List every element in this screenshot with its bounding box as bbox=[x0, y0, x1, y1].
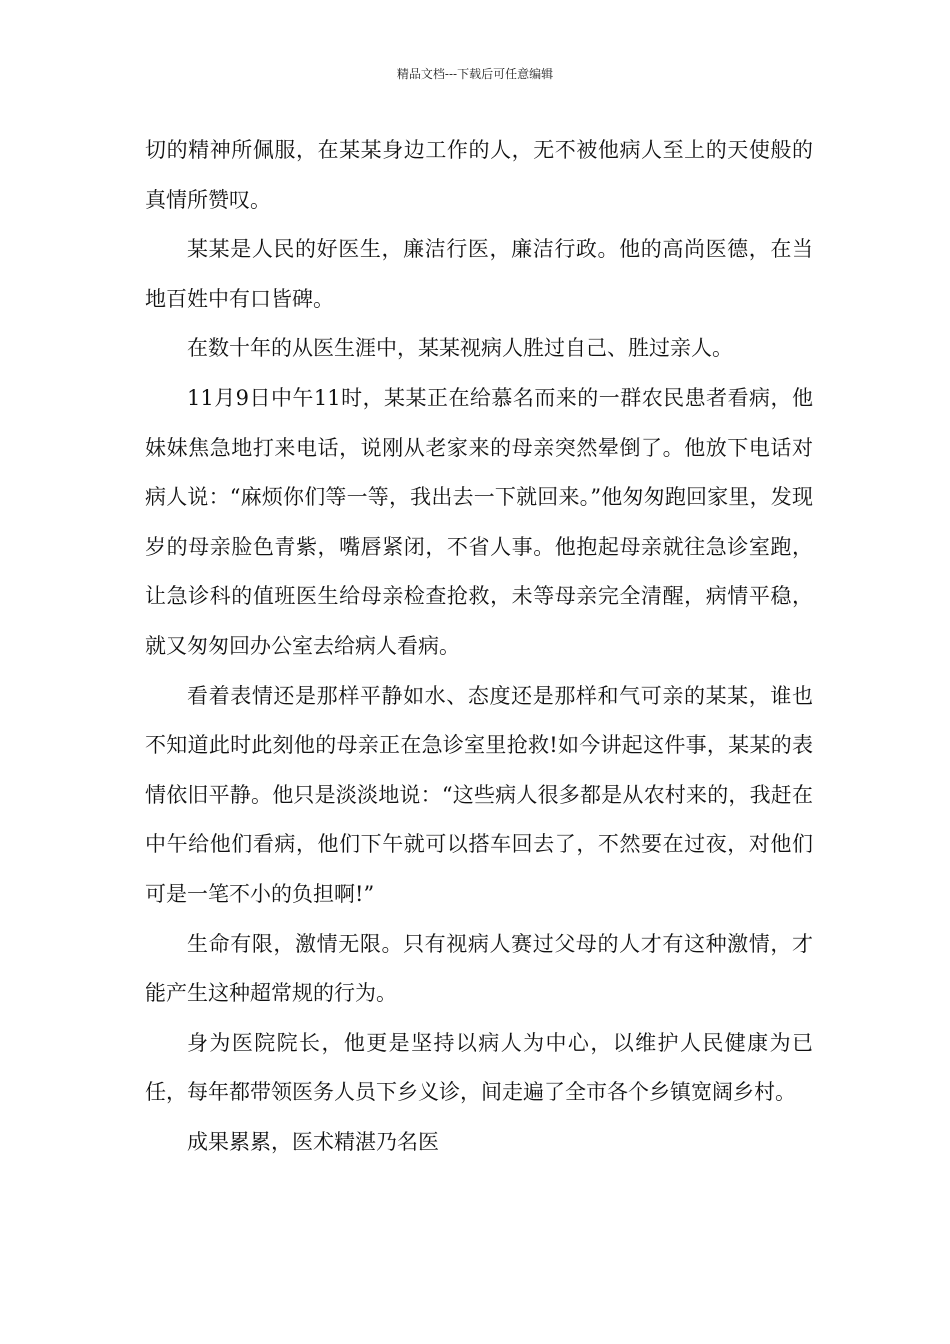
section-heading: 成果累累，医术精湛乃名医 bbox=[187, 1129, 439, 1154]
paragraph-3: 在数十年的从医生涯中，某某视病人胜过自己、胜过亲人。 bbox=[187, 336, 733, 361]
paragraph-6: 生命有限，激情无限。只有视病人赛过父母的人才有这种激情，才能产生这种超常规的行为。 bbox=[145, 931, 813, 1006]
paragraph-1: 切的精神所佩服，在某某身边工作的人，无不被他病人至上的天使般的真情所赞叹。 bbox=[145, 138, 813, 212]
paragraph-4: 11月9日中午11时，某某正在给慕名而来的一群农民患者看病，他妹妹焦急地打来电话，说刚从老家来的母亲突然晕倒了。他放下电话对病人说：“麻烦你们等一等，我出去一下就回来。”他匆匆跑回家里，发现岁的母亲脸色青紫，嘴唇紧闭，不省人事。他抱起母亲就往急诊室跑，让急诊科的值班医生给母亲检查抢救，未等母亲完全清醒，病情平稳，就又匆匆回办公室去给病人看病。 bbox=[145, 385, 813, 658]
paragraph-7: 身为医院院长，他更是坚持以病人为中心，以维护人民健康为已任，每年都带领医务人员下乡义诊，间走遍了全市各个乡镇宽阔乡村。 bbox=[145, 1030, 813, 1105]
page-header: 精品文档---下载后可任意编辑 bbox=[396, 67, 554, 81]
document-body bbox=[145, 126, 813, 1167]
paragraph-2: 某某是人民的好医生，廉洁行医，廉洁行政。他的高尚医德，在当地百姓中有口皆碑。 bbox=[145, 237, 813, 311]
paragraph-5: 看着表情还是那样平静如水、态度还是那样和气可亲的某某，谁也不知道此时此刻他的母亲正在急诊室里抢救!如今讲起这件事，某某的表情依旧平静。他只是淡淡地说：“这些病人很多都是从农村来的，我赶在中午给他们看病，他们下午就可以搭车回去了，不然要在过夜，对他们可是一笔不小的负担啊!” bbox=[145, 683, 813, 906]
